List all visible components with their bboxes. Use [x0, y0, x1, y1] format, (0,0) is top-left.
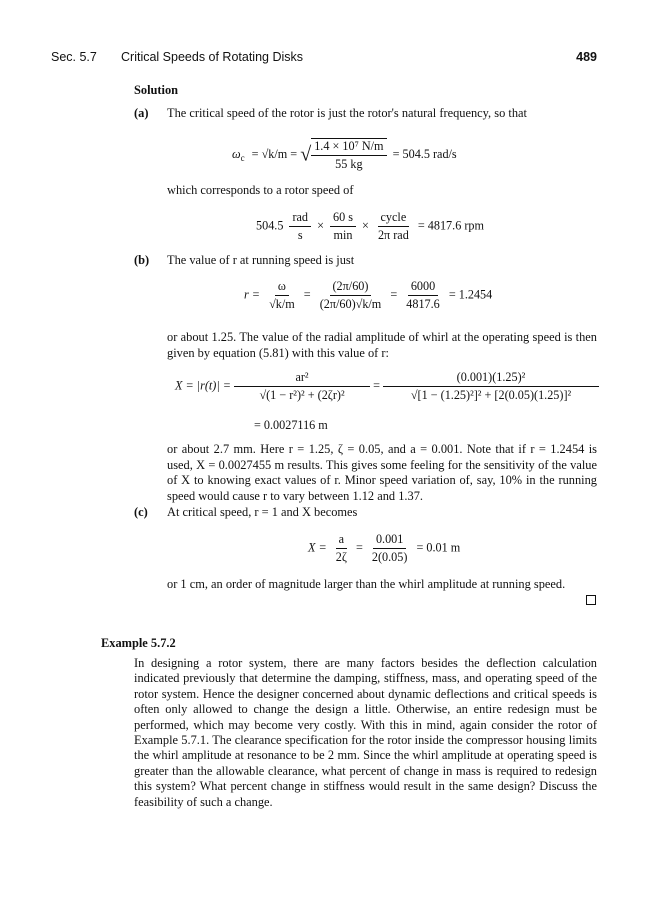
- eqb-f2-num: (2π/60): [330, 279, 372, 296]
- equals-sign: =: [303, 287, 311, 302]
- equation-frequency-ratio: [244, 279, 492, 312]
- eqc-f2-den: 2(0.05): [371, 550, 408, 564]
- x-f1-num: ar²: [234, 370, 370, 387]
- part-c-label: (c): [134, 505, 148, 519]
- eqb-fraction-1: [266, 279, 298, 312]
- part-c-paragraph: or 1 cm, an order of magnitude larger than the whirl amplitude at running speed.: [167, 577, 566, 591]
- part-b-paragraph-1: or about 1.25. The value of the radial amplitude of whirl at the operating speed is then given by equation (5.81) with this value of r:: [167, 330, 597, 360]
- eq2-f1-num: rad: [289, 210, 311, 227]
- equation-critical-speed: [232, 138, 457, 172]
- x-f2-den: √[1 − (1.25)²]² + [2(0.05)(1.25)]²: [410, 388, 572, 402]
- equation-critical-amplitude: [308, 532, 460, 565]
- page-number: 489: [576, 50, 597, 64]
- part-a-text2: which corresponds to a rotor speed of: [167, 183, 354, 197]
- eqb-fraction-2: [317, 279, 385, 312]
- part-b-label: (b): [134, 253, 150, 267]
- x-fraction-1: [237, 370, 367, 403]
- eqc-result: = 0.01 m: [416, 540, 461, 555]
- equals-sign: =: [390, 287, 398, 302]
- eq2-fraction-2: [330, 210, 356, 243]
- eqc-lhs: X =: [308, 540, 327, 555]
- equation-whirl-amplitude: [175, 370, 599, 403]
- eqb-f1-num: ω: [275, 279, 289, 296]
- eq2-f3-num: cycle: [378, 210, 410, 227]
- eqb-f3-den: 4817.6: [406, 297, 440, 311]
- eqb-f3-num: 6000: [408, 279, 438, 296]
- equation-rpm: [256, 210, 484, 243]
- x-f1-den: √(1 − r²)² + (2ζr)²: [259, 388, 345, 402]
- eqc-f1-den: 2ζ: [335, 550, 347, 564]
- eqc-f1-num: a: [336, 532, 347, 549]
- eq1-numerator: 1.4 × 10⁷ N/m: [311, 139, 386, 156]
- eqb-f1-den: √k/m: [269, 297, 295, 311]
- x-fraction-2: [386, 370, 596, 403]
- eq2-f3-den: 2π rad: [377, 228, 409, 242]
- eq1-result: = 504.5 rad/s: [392, 146, 457, 161]
- example-title: Example 5.7.2: [101, 636, 176, 650]
- end-of-proof-box: [586, 595, 596, 605]
- equals-sign: =: [355, 540, 363, 555]
- eq2-fraction-1: [289, 210, 311, 243]
- example-body: In designing a rotor system, there are many factors besides the deflection calculation indicated previously that determine the damping, stiffness, mass, and operating speed of the rotor system. Hence the designer concerned about dynamic deflections and critical speeds is often only allowed to change the design a little. Otherwise, an entire redesign must be performed, which may become very costly. With this in mind, again consider the rotor of Example 5.7.1. The clearance specification for the rotor inside the compressor housing limits the whirl amplitude at resonance to be 2 mm. Since the whirl amplitude at operating speed is greater than the allowable clearance, what percent of change in mass is required to redesign this system? What percent change in stiffness would result in the same design? Discuss the feasibility of such a change.: [134, 656, 597, 809]
- eqb-lhs: r =: [244, 287, 261, 302]
- part-a-text: The critical speed of the rotor is just the rotor's natural frequency, so that: [167, 106, 527, 120]
- eqc-f2-num: 0.001: [373, 532, 406, 549]
- x-f2-num: (0.001)(1.25)²: [383, 370, 599, 387]
- omega-subscript: c: [240, 153, 245, 164]
- eq2-result: = 4817.6 rpm: [417, 218, 484, 233]
- eq2-f2-num: 60 s: [330, 210, 356, 227]
- eq2-f1-den: s: [297, 228, 303, 242]
- eq2-f2-den: min: [333, 228, 353, 242]
- eqc-fraction-1: [333, 532, 350, 565]
- eqb-fraction-3: [403, 279, 443, 312]
- eq1-denominator: 55 kg: [335, 157, 363, 171]
- solution-heading: Solution: [134, 83, 179, 97]
- eqb-result: = 1.2454: [448, 287, 493, 302]
- times-sign: ×: [362, 218, 369, 233]
- running-title: Critical Speeds of Rotating Disks: [121, 50, 304, 64]
- eqc-fraction-2: [369, 532, 411, 565]
- eqb-f2-den: (2π/60)√k/m: [319, 297, 382, 311]
- part-c-text: At critical speed, r = 1 and X becomes: [167, 505, 358, 519]
- part-b-paragraph-2: or about 2.7 mm. Here r = 1.25, ζ = 0.05, and a = 0.001. Note that if r = 1.2454 is used, X = 0.0027455 m results. This gives some feeling for the sensitivity of the value of X to knowing exact values of r. Minor speed variation of, say, 10% in the running speed would cause r to vary between 1.12 and 1.37.: [167, 442, 597, 503]
- equals-sign: =: [373, 378, 380, 393]
- part-b-text: The value of r at running speed is just: [167, 253, 355, 267]
- eq1-fraction: [311, 138, 386, 172]
- part-a-label: (a): [134, 106, 149, 120]
- omega-symbol: ω: [232, 146, 241, 161]
- section-number: Sec. 5.7: [51, 50, 97, 64]
- eq1-middle: = √k/m =: [251, 146, 298, 161]
- times-sign: ×: [317, 218, 324, 233]
- x-result: = 0.0027116 m: [254, 418, 328, 432]
- eq2-fraction-3: [375, 210, 412, 243]
- eq2-coefficient: 504.5: [256, 218, 284, 233]
- radical-sign: √: [300, 143, 312, 166]
- x-lhs: X = |r(t)| =: [175, 378, 231, 393]
